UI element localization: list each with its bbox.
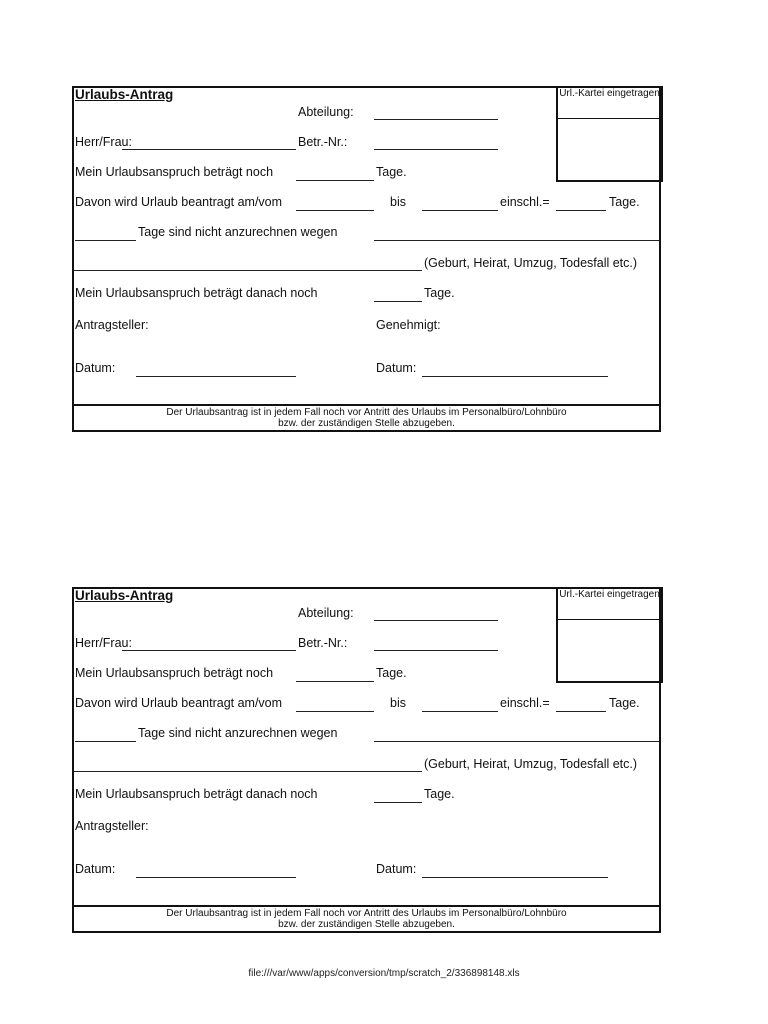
anspruch-noch-label: Mein Urlaubsanspruch beträgt noch [75, 666, 274, 680]
abteilung-field[interactable] [374, 119, 498, 120]
antragsteller-label: Antragsteller: [75, 819, 149, 833]
betr-nr-field[interactable] [374, 650, 498, 651]
herr-frau-label: Herr/Frau: [75, 135, 132, 149]
kartei-box [556, 86, 663, 182]
anspruch-danach-field[interactable] [374, 802, 422, 803]
beantragt-label: Davon wird Urlaub beantragt am/vom [75, 696, 283, 710]
bis-label: bis [390, 195, 406, 209]
kartei-box-field[interactable] [558, 119, 661, 180]
einschl-label: einschl.= [500, 195, 550, 209]
form-footer-note [74, 404, 659, 430]
einschl-label: einschl.= [500, 696, 550, 710]
anspruch-danach-field[interactable] [374, 301, 422, 302]
datum-left-label: Datum: [75, 361, 116, 375]
bis-label: bis [390, 696, 406, 710]
datum-right-label: Datum: [376, 862, 417, 876]
form-title: Urlaubs-Antrag [75, 588, 174, 603]
gruende-hint: (Geburt, Heirat, Umzug, Todesfall etc.) [424, 757, 638, 771]
form-title: Urlaubs-Antrag [75, 87, 174, 102]
anspruch-noch-field[interactable] [296, 681, 374, 682]
herr-frau-label: Herr/Frau: [75, 636, 132, 650]
grund-field-line1[interactable] [374, 741, 659, 742]
anspruch-danach-label: Mein Urlaubsanspruch beträgt danach noch [75, 787, 318, 801]
footer-line-1: Der Urlaubsantrag ist in jedem Fall noch vor Antritt des Urlaubs im Personalbüro/Lohnbüro [166, 407, 567, 418]
nicht-anzurechnen-days-field[interactable] [75, 741, 136, 742]
footer-line-1: Der Urlaubsantrag ist in jedem Fall noch vor Antritt des Urlaubs im Personalbüro/Lohnbüro [166, 908, 567, 919]
tage-count-field[interactable] [556, 210, 606, 211]
betr-nr-label: Betr.-Nr.: [298, 135, 348, 149]
grund-field-line1[interactable] [374, 240, 659, 241]
grund-field-line2[interactable] [74, 771, 422, 772]
nicht-anzurechnen-days-field[interactable] [75, 240, 136, 241]
betr-nr-field[interactable] [374, 149, 498, 150]
kartei-box [556, 587, 663, 683]
bis-date-field[interactable] [422, 711, 498, 712]
beantragt-label: Davon wird Urlaub beantragt am/vom [75, 195, 283, 209]
antragsteller-label: Antragsteller: [75, 318, 149, 332]
kartei-box-label: Url.-Kartei eingetragen [558, 587, 661, 620]
kartei-box-field[interactable] [558, 620, 661, 681]
tage-label: Tage. [609, 696, 640, 710]
bis-date-field[interactable] [422, 210, 498, 211]
von-date-field[interactable] [296, 210, 374, 211]
abteilung-field[interactable] [374, 620, 498, 621]
footer-line-2: bzw. der zuständigen Stelle abzugeben. [278, 919, 455, 930]
datum-right-field[interactable] [422, 877, 608, 878]
nicht-anzurechnen-label: Tage sind nicht anzurechnen wegen [138, 726, 338, 740]
anspruch-danach-label: Mein Urlaubsanspruch beträgt danach noch [75, 286, 318, 300]
nicht-anzurechnen-label: Tage sind nicht anzurechnen wegen [138, 225, 338, 239]
herr-frau-field[interactable] [122, 650, 296, 651]
datum-right-field[interactable] [422, 376, 608, 377]
genehmigt-label: Genehmigt: [376, 318, 441, 332]
betr-nr-label: Betr.-Nr.: [298, 636, 348, 650]
tage-label: Tage. [376, 165, 407, 179]
tage-label: Tage. [424, 286, 455, 300]
grund-field-line2[interactable] [74, 270, 422, 271]
vacation-request-form-1 [72, 86, 661, 432]
datum-right-label: Datum: [376, 361, 417, 375]
tage-label: Tage. [609, 195, 640, 209]
anspruch-noch-field[interactable] [296, 180, 374, 181]
kartei-box-label: Url.-Kartei eingetragen [558, 86, 661, 119]
tage-label: Tage. [376, 666, 407, 680]
file-path-footer: file:///var/www/apps/conversion/tmp/scratch_2/336898148.xls [248, 968, 520, 979]
abteilung-label: Abteilung: [298, 105, 354, 119]
vacation-request-form-2 [72, 587, 661, 933]
abteilung-label: Abteilung: [298, 606, 354, 620]
datum-left-field[interactable] [136, 376, 296, 377]
footer-line-2: bzw. der zuständigen Stelle abzugeben. [278, 418, 455, 429]
datum-left-label: Datum: [75, 862, 116, 876]
von-date-field[interactable] [296, 711, 374, 712]
form-footer-note [74, 905, 659, 931]
herr-frau-field[interactable] [122, 149, 296, 150]
anspruch-noch-label: Mein Urlaubsanspruch beträgt noch [75, 165, 274, 179]
tage-count-field[interactable] [556, 711, 606, 712]
tage-label: Tage. [424, 787, 455, 801]
datum-left-field[interactable] [136, 877, 296, 878]
gruende-hint: (Geburt, Heirat, Umzug, Todesfall etc.) [424, 256, 638, 270]
